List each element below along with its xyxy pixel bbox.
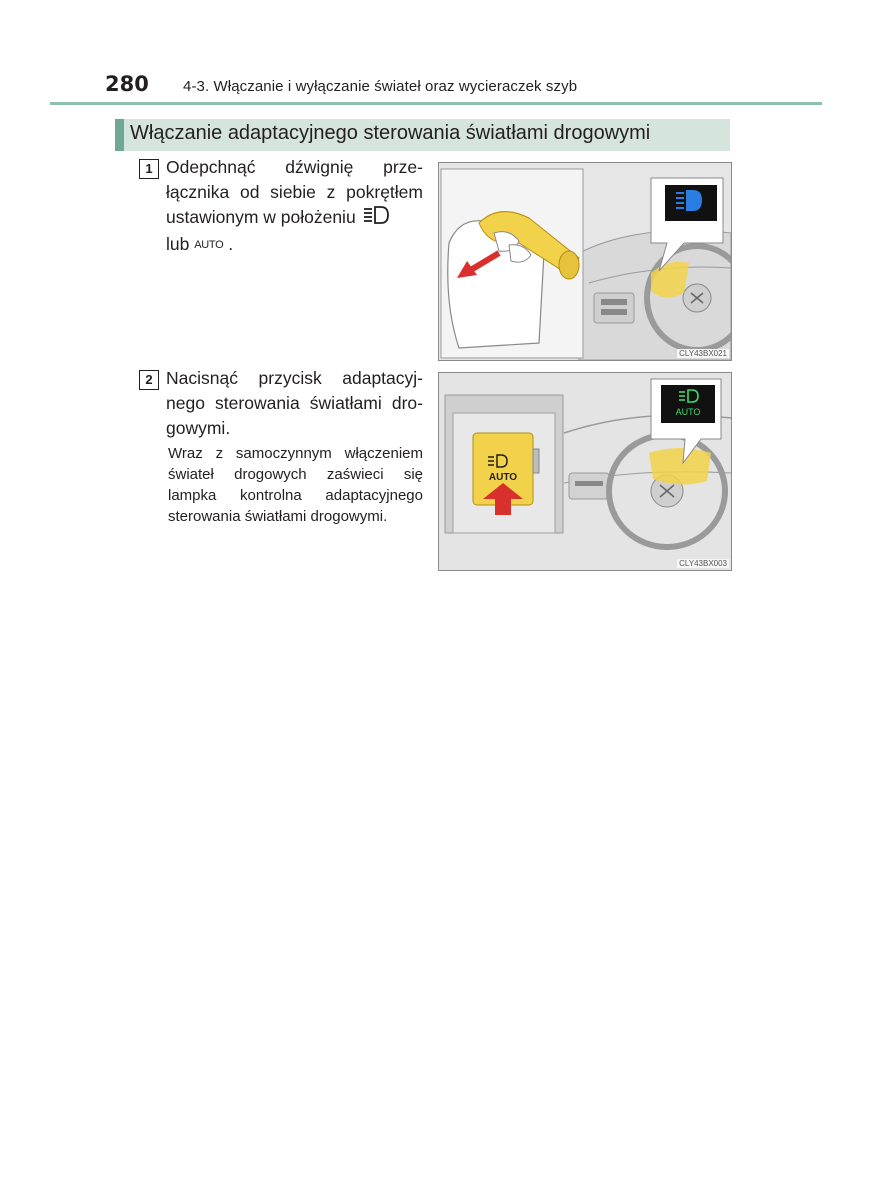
lever-illustration — [439, 163, 731, 360]
step-number-1: 1 — [139, 159, 159, 179]
headlight-icon — [361, 205, 391, 232]
step-2-text: Nacisnąć przycisk adaptacyj- nego sterowania światłami dro- gowymi. — [166, 368, 423, 438]
section-heading-bar — [115, 119, 730, 151]
step-2-note: Wraz z samoczynnym włączeniem świateł drogowych zaświeci się lampka kontrolna adaptacyjnego sterowania światłami drogowymi. — [168, 445, 423, 525]
page-number: 280 — [105, 72, 149, 96]
button-auto-label[interactable]: AUTO — [488, 472, 518, 483]
figure-code: CLY43BX021 — [679, 349, 727, 358]
step-number-2: 2 — [139, 370, 159, 390]
step-1-instruction: Odepchnąć dźwignię prze- łącznika od siebie z pokrętłem ustawionym w położeniu — [166, 157, 423, 228]
running-title: 4-3. Włączanie i wyłączanie świateł oraz wycieraczek szyb — [183, 78, 578, 95]
section-title: Włączanie adaptacyjnego sterowania światłami drogowymi — [130, 122, 651, 144]
page-header — [50, 72, 822, 104]
section-accent — [115, 119, 124, 151]
button-illustration — [439, 373, 731, 570]
step-1-or: lub — [166, 234, 190, 254]
indicator-auto-label: AUTO — [675, 407, 701, 417]
figure-button — [438, 372, 732, 571]
figure-lever — [438, 162, 732, 361]
header-rule — [50, 102, 822, 105]
auto-icon: AUTO — [194, 239, 224, 251]
figure-code: CLY43BX003 — [679, 559, 727, 568]
step-1-text — [166, 155, 423, 258]
step-1-period: . — [228, 234, 234, 254]
